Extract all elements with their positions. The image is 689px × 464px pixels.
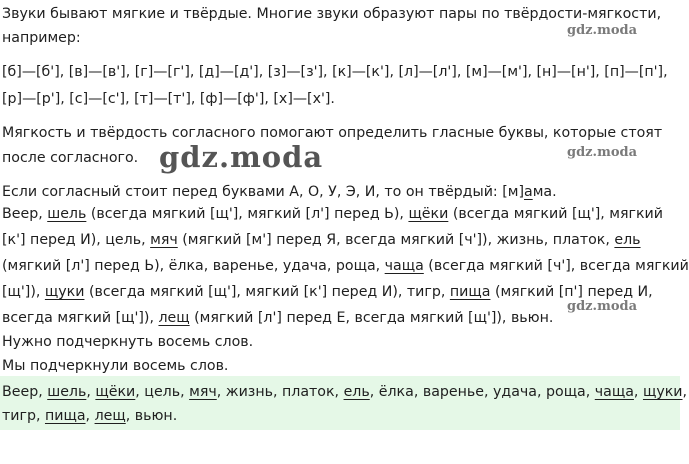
- underlined-word: чаща: [594, 384, 634, 400]
- softness-line-1: Мягкость и твёрдость согласного помогают определить гласные буквы, которые стоят: [2, 125, 663, 141]
- softness-line-2: после согласного.: [2, 150, 139, 166]
- final-line-2: тигр, пища, лещ, вьюн.: [2, 408, 178, 424]
- underlined-word: пища: [449, 284, 491, 300]
- rule-line: Если согласный стоит перед буквами А, О, У, Э, И, то он твёрдый: [м]ама.: [2, 184, 557, 200]
- final-line-1: Веер, шель, щёки, цель, мяч, жизнь, платок, ель, ёлка, варенье, удача, роща, чаща, щуки,: [2, 384, 688, 400]
- underlined-word: лещ: [94, 408, 126, 424]
- intro-line-1: Звуки бывают мягкие и твёрдые. Многие звуки образуют пары по твёрдости-мягкости,: [2, 6, 662, 22]
- underlined-word: щёки: [408, 206, 449, 222]
- underlined-word: пища: [44, 408, 86, 424]
- underlined-word: щёки: [95, 384, 136, 400]
- analysis-line-5: всегда мягкий [щ']), лещ (мягкий [л'] перед Е, всегда мягкий [щ']), вьюн.: [2, 310, 554, 326]
- rule-vowel: а: [523, 184, 533, 200]
- watermark-small: gdz.moda: [567, 23, 638, 38]
- pairs-line-2: [р]—[р'], [с]—[с'], [т]—[т'], [ф]—[ф'], [х]—[х'].: [2, 91, 335, 107]
- underlined-word: щуки: [642, 384, 683, 400]
- underlined-word: ель: [343, 384, 370, 400]
- watermark-large: gdz.moda: [159, 140, 324, 174]
- task-line: Нужно подчеркнуть восемь слов.: [2, 334, 254, 350]
- intro-line-2: например:: [2, 30, 81, 46]
- watermark-small: gdz.moda: [567, 145, 638, 160]
- pairs-line-1: [б]—[б'], [в]—[в'], [г]—[г'], [д]—[д'], [з]—[з'], [к]—[к'], [л]—[л'], [м]—[м'], [н]—[н'], [п]—[п'],: [2, 64, 668, 80]
- underlined-word: чаща: [384, 258, 424, 274]
- underlined-word: щуки: [44, 284, 85, 300]
- analysis-line-4: [щ']), щуки (всегда мягкий [щ'], мягкий [к'] перед И), тигр, пища (мягкий [п'] перед И,: [2, 284, 653, 300]
- analysis-line-1: Веер, шель (всегда мягкий [щ'], мягкий [л'] перед Ь), щёки (всегда мягкий [щ'], мягкий: [2, 206, 663, 222]
- watermark-small: gdz.moda: [567, 299, 638, 314]
- done-line: Мы подчеркнули восемь слов.: [2, 358, 229, 374]
- underlined-word: мяч: [189, 384, 217, 400]
- analysis-line-2: [к'] перед И), цель, мяч (мягкий [м'] перед Я, всегда мягкий [ч']), жизнь, платок, ель: [2, 232, 641, 248]
- analysis-line-3: (мягкий [л'] перед Ь), ёлка, варенье, удача, роща, чаща (всегда мягкий [ч'], всегда мягкий: [2, 258, 689, 274]
- underlined-word: ель: [614, 232, 641, 248]
- underlined-word: мяч: [150, 232, 178, 248]
- underlined-word: шель: [47, 206, 87, 222]
- underlined-word: шель: [47, 384, 87, 400]
- underlined-word: лещ: [158, 310, 190, 326]
